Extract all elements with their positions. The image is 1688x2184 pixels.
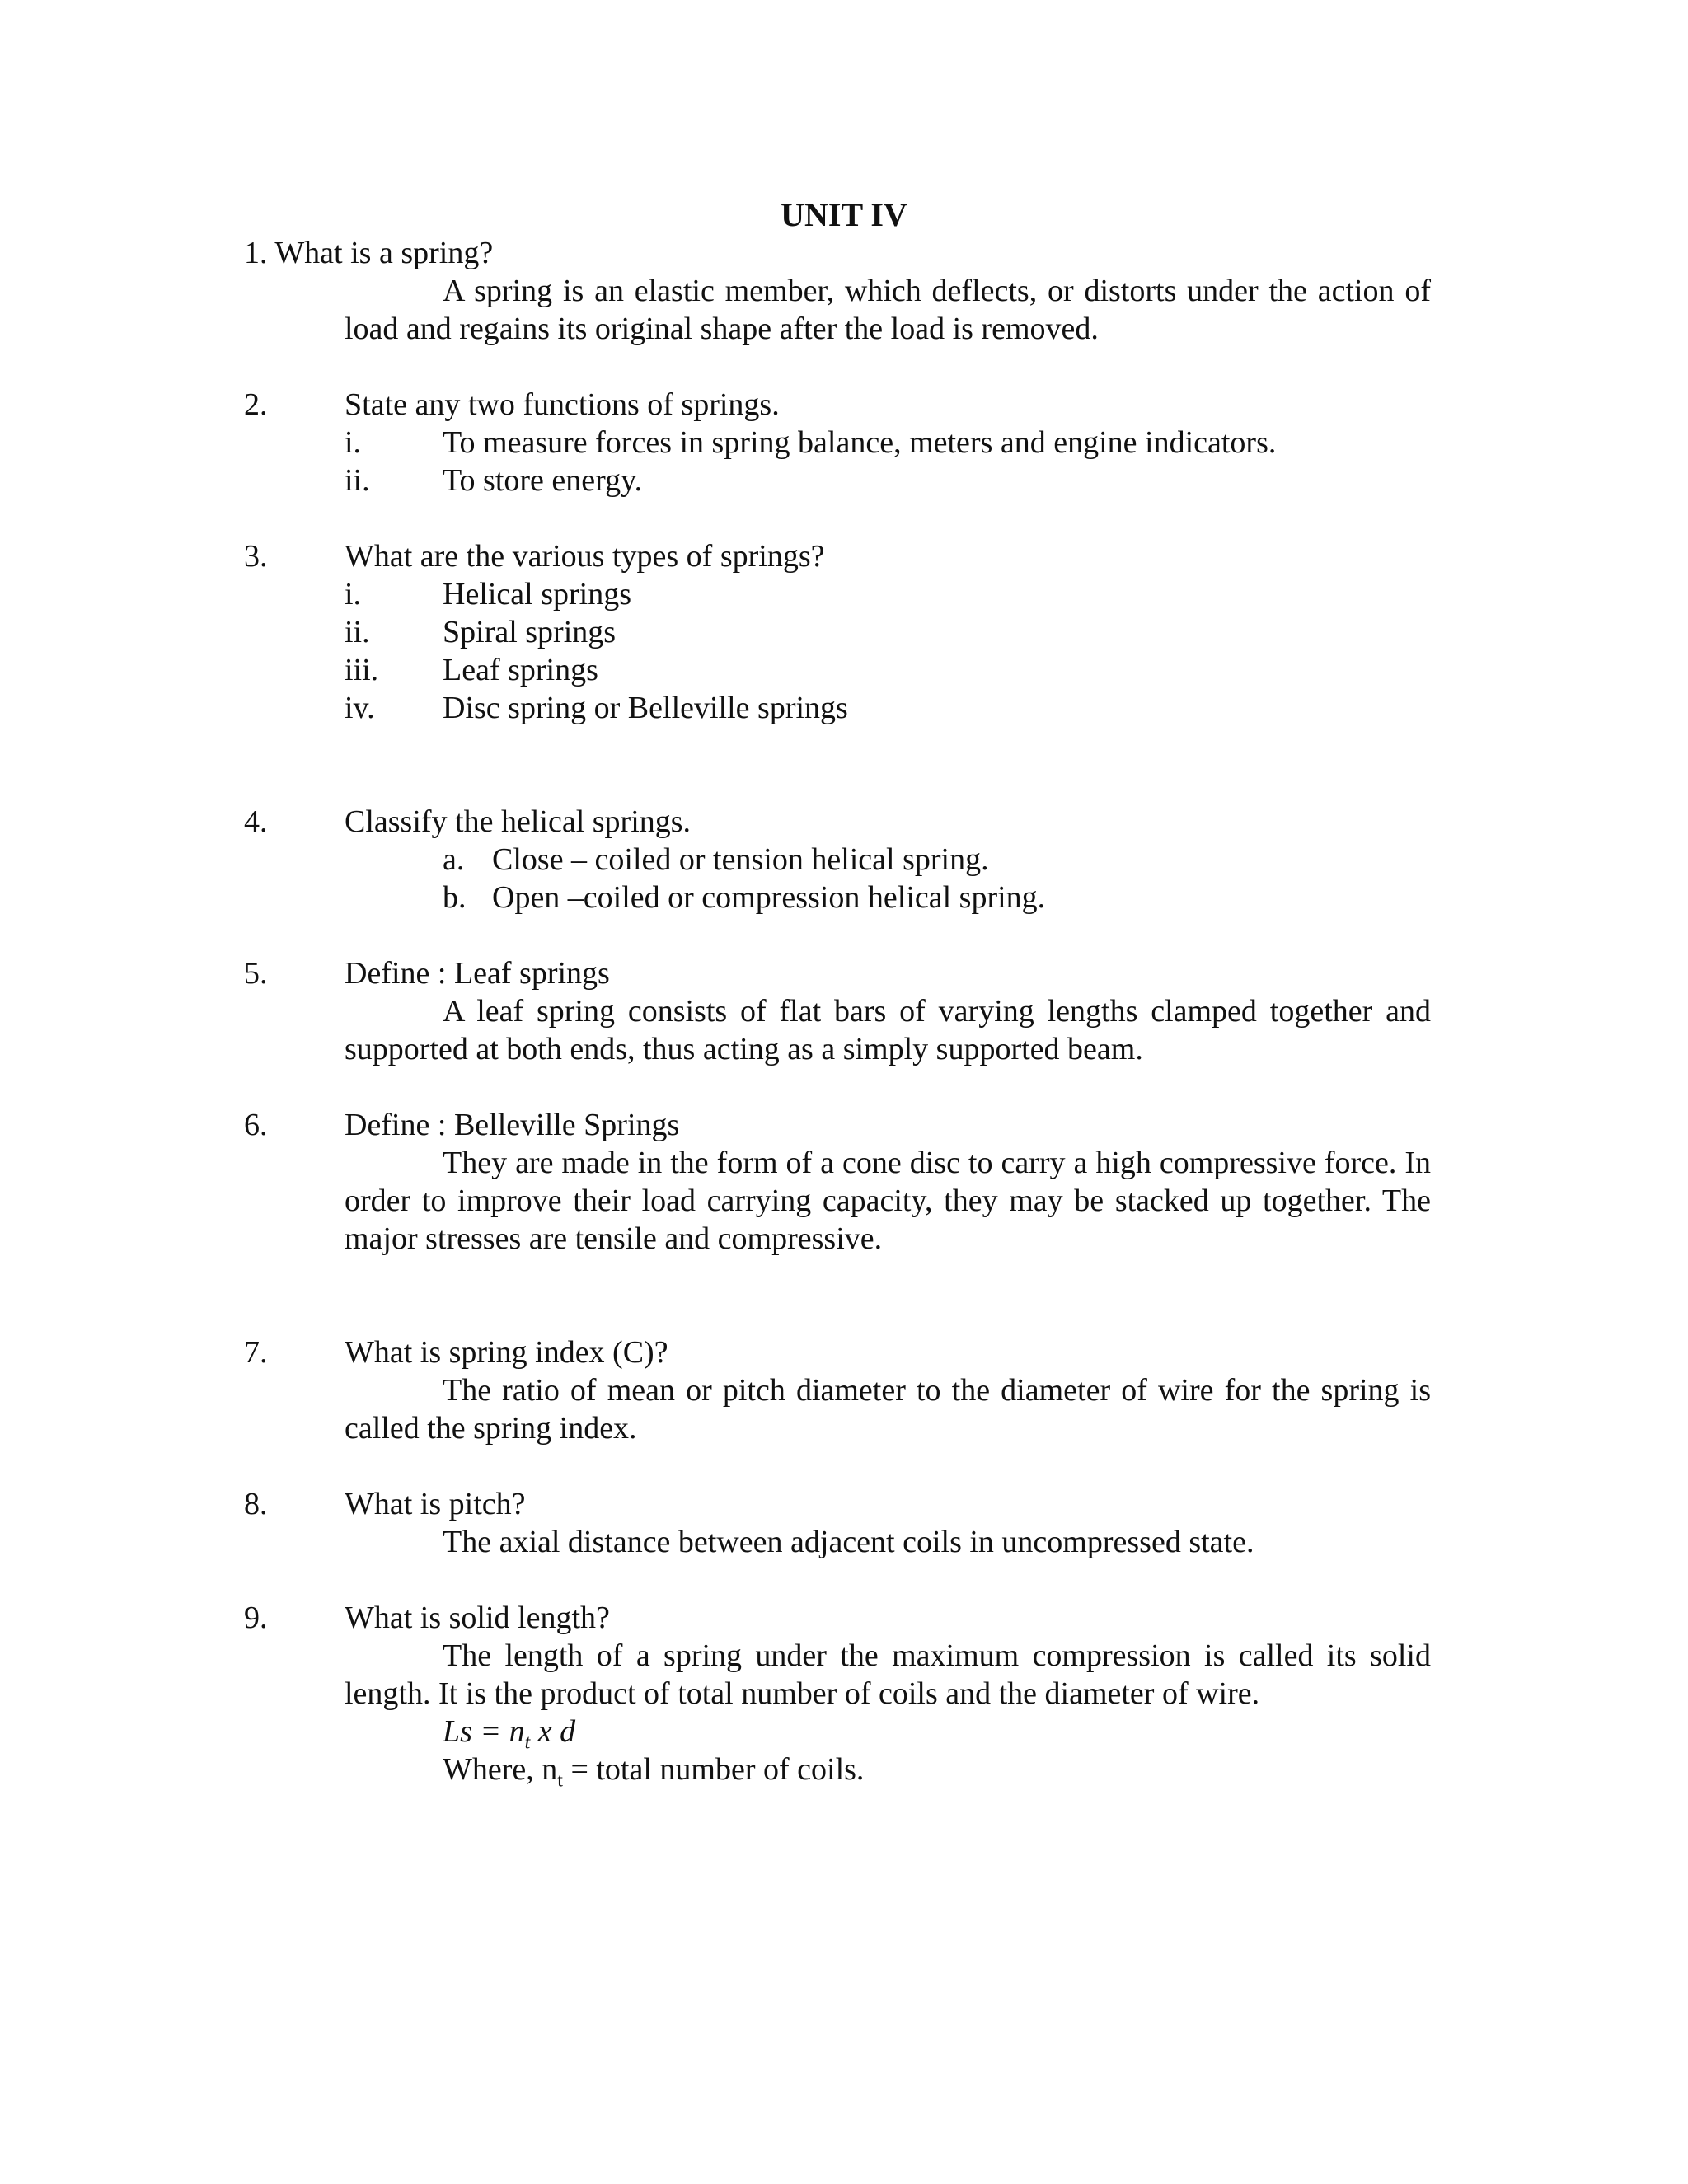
question-5-number: 5.	[244, 956, 268, 991]
question-7-number: 7.	[244, 1335, 268, 1370]
formula-definition	[443, 1750, 865, 1792]
question-3-number: 3.	[244, 539, 268, 574]
solid-length-formula	[443, 1713, 576, 1754]
question-9: What is solid length?	[345, 1601, 610, 1635]
list-item-marker: iv.	[345, 691, 375, 725]
question-6-number: 6.	[244, 1108, 268, 1142]
list-item: Close – coiled or tension helical spring.	[492, 842, 989, 877]
answer-7: The ratio of mean or pitch diameter to the diameter of wire for the spring is called the spring index.	[345, 1373, 1431, 1446]
list-item-marker: iii.	[345, 653, 379, 687]
question-8: What is pitch?	[345, 1487, 526, 1521]
question-1: 1. What is a spring?	[244, 236, 494, 270]
formula-subscript: t	[524, 1732, 531, 1754]
list-item-marker: a.	[443, 842, 465, 877]
where-suffix: = total number of coils.	[562, 1752, 865, 1787]
question-9-number: 9.	[244, 1601, 268, 1635]
list-item: Open –coiled or compression helical spring.	[492, 880, 1046, 915]
list-item: To measure forces in spring balance, meters and engine indicators.	[443, 425, 1277, 460]
list-item: Leaf springs	[443, 653, 598, 687]
list-item-marker: b.	[443, 880, 467, 915]
list-item-marker: i.	[345, 577, 362, 612]
question-2: State any two functions of springs.	[345, 387, 780, 422]
question-4-number: 4.	[244, 804, 268, 839]
question-5: Define : Leaf springs	[345, 956, 610, 991]
answer-1: A spring is an elastic member, which deflects, or distorts under the action of load and regains its original shape after the load is removed.	[345, 274, 1431, 346]
list-item: Disc spring or Belleville springs	[443, 691, 848, 725]
where-prefix: Where, n	[443, 1752, 558, 1787]
question-6: Define : Belleville Springs	[345, 1108, 680, 1142]
list-item-marker: i.	[345, 425, 362, 460]
answer-8: The axial distance between adjacent coils in uncompressed state.	[443, 1525, 1254, 1559]
list-item-marker: ii.	[345, 463, 370, 498]
question-7: What is spring index (C)?	[345, 1335, 668, 1370]
where-subscript: t	[557, 1769, 563, 1792]
list-item: Helical springs	[443, 577, 632, 612]
question-3: What are the various types of springs?	[345, 539, 825, 574]
list-item: To store energy.	[443, 463, 643, 498]
list-item-marker: ii.	[345, 615, 370, 649]
question-2-number: 2.	[244, 387, 268, 422]
answer-9: The length of a spring under the maximum compression is called its solid length. It is the product of total number of coils and the diameter of wire.	[345, 1638, 1431, 1711]
question-4: Classify the helical springs.	[345, 804, 692, 839]
formula-lhs: Ls = n	[443, 1714, 525, 1749]
question-8-number: 8.	[244, 1487, 268, 1521]
page-title: UNIT IV	[781, 196, 907, 233]
formula-rhs: x d	[530, 1714, 576, 1749]
answer-6: They are made in the form of a cone disc to carry a high compressive force. In order to improve their load carrying capacity, they may be stacked up together. The major stresses are tensile and compressive.	[345, 1146, 1431, 1256]
answer-5: A leaf spring consists of flat bars of varying lengths clamped together and supported at both ends, thus acting as a simply supported beam.	[345, 994, 1431, 1066]
list-item: Spiral springs	[443, 615, 617, 649]
